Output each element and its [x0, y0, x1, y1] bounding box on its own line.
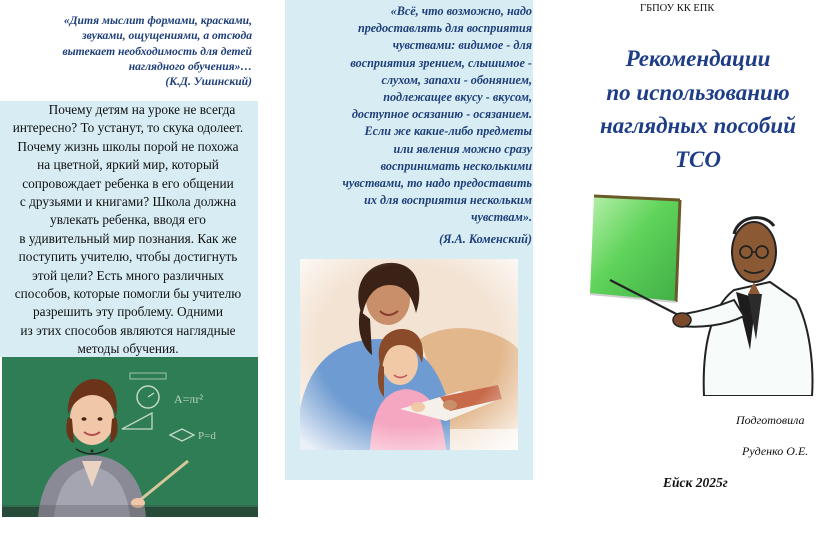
comenius-quote	[292, 3, 532, 227]
comenius-quote-line: чувствами: видимое - для	[392, 38, 532, 53]
title-line: ТСО	[675, 146, 721, 172]
ushinsky-quote-text: «Дитя мыслит формами, красками, звуками, ощущениями, а отсюда вытекает необходимость для детей наглядного обучения»…	[62, 14, 252, 73]
intro-line: методы обучения.	[77, 341, 179, 357]
comenius-quote-line: чувствам».	[471, 210, 532, 225]
intro-line: разрешить эту проблему. Одними	[33, 304, 223, 320]
comenius-quote-line: восприятия зрением, слышимое -	[350, 55, 532, 70]
comenius-quote-author: (Я.А. Коменский)	[439, 232, 532, 246]
intro-paragraph	[0, 101, 262, 359]
lecturer-illustration	[584, 190, 816, 396]
board-formula-perimeter: P=d	[198, 430, 216, 442]
title-line: Рекомендации	[625, 46, 771, 71]
comenius-quote-line: слухом, запахи - обонянием,	[381, 72, 532, 87]
teacher-at-blackboard-illustration	[2, 357, 258, 517]
intro-line: с друзьями и книгами? Школа должна	[19, 194, 237, 210]
intro-line: интересно? То устанут, то скука одолеет.	[12, 120, 244, 136]
mother-and-child-illustration	[300, 259, 518, 450]
intro-line: этой цели? Есть много различных	[32, 267, 224, 283]
title-line: наглядных пособий	[600, 113, 796, 138]
title-line: по использованию	[606, 79, 790, 105]
city-year: Ейск 2025г	[663, 475, 728, 490]
comenius-quote-line: их для восприятия нескольким	[364, 193, 532, 208]
prepared-by-label: Подготовила	[736, 413, 805, 427]
comenius-quote-line: чувствами, то надо предоставить	[342, 176, 532, 191]
intro-line: Почему детям на уроке не всегда	[48, 102, 236, 117]
brochure-title	[548, 42, 816, 176]
comenius-quote-line: воспринимать несколькими	[380, 158, 532, 173]
intro-line: в удивительный мир познания. Как же	[19, 230, 237, 246]
comenius-quote-line: Если же какие-либо предметы	[364, 124, 532, 139]
ushinsky-quote	[34, 13, 252, 89]
teacher-at-blackboard-photo	[2, 357, 258, 517]
author-name: Руденко О.Е.	[742, 444, 809, 458]
comenius-quote-line: подлежащее вкусу - вкусом,	[383, 90, 532, 105]
intro-line: на цветной, яркий мир, который	[37, 157, 219, 173]
lecturer-pointing-clipart	[584, 190, 816, 396]
comenius-quote-line: доступное осязанию - осязанием.	[351, 107, 532, 122]
comenius-quote-line: «Всё, что возможно, надо	[390, 4, 532, 18]
board-formula-area: A=πr²	[174, 392, 204, 406]
intro-line: поступить учителю, чтобы достигнуть	[18, 249, 238, 265]
mother-and-child-reading-photo	[300, 259, 518, 450]
comenius-quote-line: предоставлять для восприятия	[357, 21, 532, 36]
ushinsky-quote-author: (К.Д. Ушинский)	[165, 75, 252, 89]
comenius-quote-line: или явления можно сразу	[393, 141, 532, 156]
organization-name: ГБПОУ КК ЕПК	[640, 3, 715, 14]
intro-line: из этих способов являются наглядные	[20, 322, 236, 338]
intro-line: Почему жизнь школы порой не похожа	[17, 138, 239, 154]
intro-line: сопровождает ребенка в его общении	[22, 175, 234, 191]
intro-line: увлекать ребенка, вводя его	[50, 212, 206, 228]
intro-line: способов, которые помогли бы учителю	[14, 286, 242, 302]
